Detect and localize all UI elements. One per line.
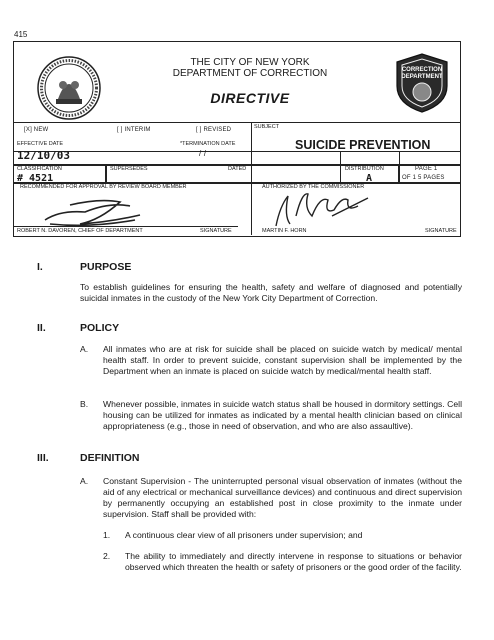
distribution-value: A xyxy=(366,173,373,184)
dated-label: DATED xyxy=(228,166,247,172)
section-3a-text: Constant Supervision - The uninterrupted personal visual observation of inmates (without the aid of any electrical or mechanical surveillance devices) and continuous and direct supervision by permanently occupying an established post in close proximity to the inmate under supervision. Staff shall be provided with: xyxy=(103,476,462,519)
type-revised: [ ] REVISED xyxy=(196,127,232,133)
subject-label: SUBJECT xyxy=(254,124,280,130)
section-2b-text: Whenever possible, inmates in suicide watch status shall be housed in dormitory settings. Cell housing can be utilized for inmates as indicated by a mental health clinician based on clinical appropriateness (e.g., those in need of observation, and who are also assaultive). xyxy=(103,399,462,431)
recommended-label: RECOMMENDED FOR APPROVAL BY REVIEW BOARD MEMBER xyxy=(20,184,187,190)
distribution-label: DISTRIBUTION xyxy=(345,166,384,172)
section-1-text: To establish guidelines for ensuring the health, safety and welfare of diagnosed and potentially suicidal inmates in the custody of the New York City Department of Correction. xyxy=(80,282,462,303)
effective-date-label: EFFECTIVE DATE xyxy=(17,141,64,147)
section-2a-marker: A. xyxy=(80,344,89,354)
section-3-1-text: A continuous clear view of all prisoners under supervision; and xyxy=(125,530,363,540)
page-number: 415 xyxy=(14,30,28,39)
chief-signature-label: SIGNATURE xyxy=(200,228,232,234)
section-3-number: III. xyxy=(37,452,49,464)
chief-name: ROBERT N. DAVOREN, CHIEF OF DEPARTMENT xyxy=(17,228,143,234)
city-seal-icon xyxy=(36,55,102,121)
commissioner-signature xyxy=(268,186,388,232)
correction-department-seal-icon xyxy=(391,52,453,114)
directive-title: DIRECTIVE xyxy=(210,90,290,106)
section-3-1-marker: 1. xyxy=(103,530,111,540)
section-2-number: II. xyxy=(37,322,46,334)
section-3-title: DEFINITION xyxy=(80,452,140,464)
effective-date: 12/10/03 xyxy=(17,149,70,162)
section-3-2-marker: 2. xyxy=(103,551,111,561)
section-2a-text: All inmates who are at risk for suicide shall be placed on suicide watch by medical/ mental health staff. In order to prevent suicide, constant supervision shall be implemented by the Department when an inmate is placed on suicide watch by medical/mental health staff. xyxy=(103,344,462,376)
section-2b-marker: B. xyxy=(80,399,89,409)
chief-signature xyxy=(40,190,160,230)
commissioner-signature-label: SIGNATURE xyxy=(425,228,457,234)
page-of-label: OF 1 5 PAGES xyxy=(402,175,445,181)
type-new: [X] NEW xyxy=(24,127,49,133)
city-name: THE CITY OF NEW YORK xyxy=(190,57,310,68)
page-label: PAGE 1 xyxy=(415,166,438,172)
section-3-2-text: The ability to immediately and directly intervene in response to situations or behavior observed which threaten the health or safety of prisoners or the good order of the facility. xyxy=(125,551,462,572)
svg-text:CORRECTION: CORRECTION xyxy=(401,67,443,73)
termination-date: / / xyxy=(199,149,207,158)
subject-value: SUICIDE PREVENTION xyxy=(295,138,431,152)
section-3a-marker: A. xyxy=(80,476,89,486)
section-2-title: POLICY xyxy=(80,322,120,334)
section-1-number: I. xyxy=(37,261,43,273)
header-title xyxy=(130,57,370,79)
commissioner-name: MARTIN F. HORN xyxy=(262,228,307,234)
classification-label: CLASSIFICATION xyxy=(17,166,62,172)
section-1-title: PURPOSE xyxy=(80,261,132,273)
department-name: DEPARTMENT OF CORRECTION xyxy=(172,68,328,79)
type-interim: [ ] INTERIM xyxy=(117,127,151,133)
termination-date-label: *TERMINATION DATE xyxy=(180,141,236,147)
svg-text:DEPARTMENT: DEPARTMENT xyxy=(401,74,443,80)
authorized-label: AUTHORIZED BY THE COMMISSIONER xyxy=(262,184,365,190)
classification-value: # 4521 xyxy=(17,173,54,184)
supersedes-label: SUPERSEDES xyxy=(110,166,148,172)
